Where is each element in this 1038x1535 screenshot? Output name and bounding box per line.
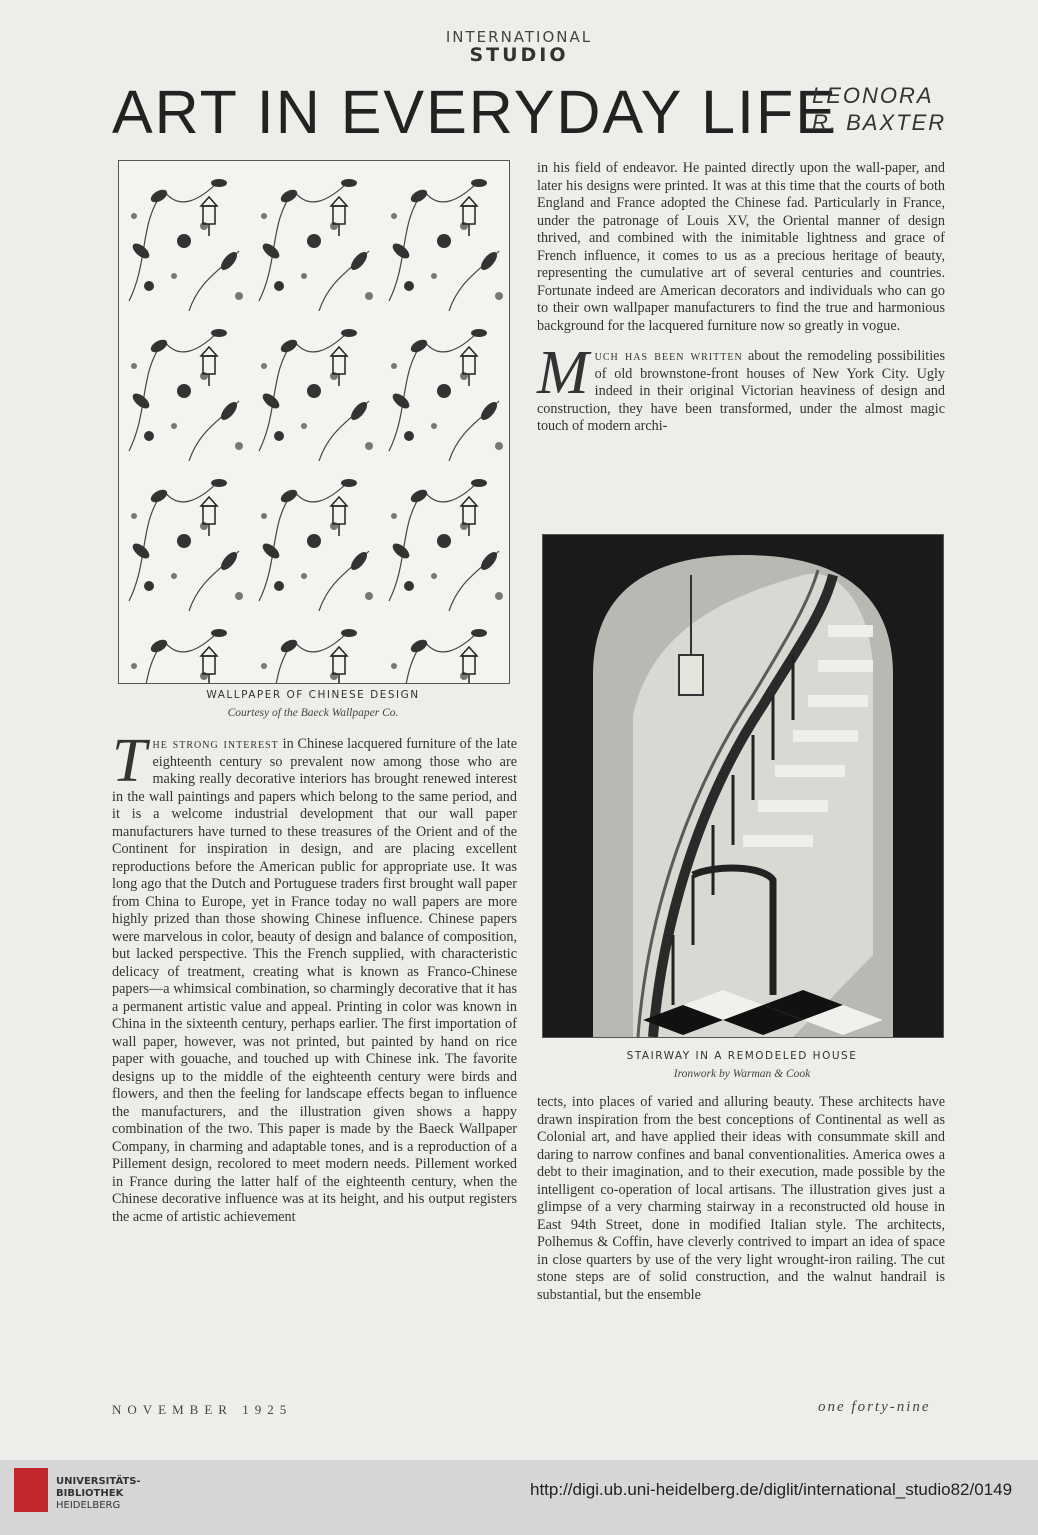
right-paragraph-3: tects, into places of varied and alluring beauty. These architects have drawn inspiration from the best conceptions of Continental as well as Colonial art, and have applied their ideas with consummate skill and daring to narrow confines and banal conventionalities. America owes a debt to their imagination, and to their execution, made possible by the intelligent co-operation of local artisans. The illustration gives just a glimpse of a very charming stairway in a reconstructed old house in East 94th Street, done in modified Italian style. The architects, Polhemus & Coffin, have cleverly contrived to impart an idea of space in close quarters by use of the very light wrought-iron railing. The cut stone steps are of solid construction, and the walnut handrail is substantial, but the ensemble: [537, 1094, 945, 1303]
stairway-photo-icon: [543, 535, 943, 1037]
library-name-line2: BIBLIOTHEK: [56, 1488, 124, 1499]
drop-cap-m: M: [537, 339, 589, 407]
issue-date: NOVEMBER 1925: [112, 1402, 293, 1417]
right-column-upper-text: [537, 160, 945, 510]
author-byline: [812, 82, 946, 136]
right-lead-in: uch has been written: [594, 348, 743, 364]
wallpaper-image: [118, 160, 510, 684]
right-column-lower-text: [537, 1094, 945, 1364]
drop-cap-t: T: [112, 727, 147, 795]
stairway-image: [542, 534, 944, 1038]
library-name-line1: UNIVERSITÄTS-: [56, 1476, 141, 1487]
left-lead-in: he strong interest: [152, 736, 279, 752]
figure2-caption: STAIRWAY IN A REMODELED HOUSE: [626, 1050, 858, 1062]
right-paragraph-1: in his field of endeavor. He painted directly upon the wall-paper, and later his designs were printed. It was at this time that the courts of both England and France adopted the Chinese fad. Particularly in France, under the patronage of Louis XV, the Oriental manner of design thrived, and combined with the inimitable lightness and grace of French influence, it comes to us as a precious heritage of beauty, representing the cumulative art of several centuries and countries. Fortunate indeed are American decorators and individuals who can go to their own wallpaper manufacturers to find the true and harmonious background for the lacquered furniture now so greatly in vogue.: [537, 160, 945, 334]
author-first-name: LEONORA: [812, 83, 934, 108]
right-paragraph-2: [537, 339, 945, 436]
left-paragraph: [112, 727, 517, 1226]
author-last-name: R. BAXTER: [812, 110, 947, 135]
figure1-credit: Courtesy of the Baeck Wallpaper Co.: [227, 707, 399, 719]
figure2-credit: Ironwork by Warman & Cook: [673, 1068, 811, 1080]
page-number: one forty-nine: [818, 1399, 931, 1415]
library-name: [56, 1476, 141, 1512]
masthead-studio: STUDIO: [469, 44, 569, 66]
source-url[interactable]: http://digi.ub.uni-heidelberg.de/diglit/international_studio82/0149: [530, 1480, 1013, 1499]
library-name-line3: HEIDELBERG: [56, 1500, 121, 1511]
figure1-caption: WALLPAPER OF CHINESE DESIGN: [206, 689, 420, 701]
left-column-text: [112, 727, 517, 1356]
article-title: ART IN EVERYDAY LIFE: [112, 78, 838, 146]
left-body: in Chinese lacquered furniture of the late eighteenth century so prevalent now among those who are making really decorative interiors has brought renewed interest in the wall paintings and papers which belong to the same period, and it is a welcome industrial development that our wall paper manufacturers have turned to these treasures of the Orient and of the Continent for inspiration in design, and are placing excellent reproductions before the American public for appropriate use. It was long ago that the Dutch and Portuguese traders first brought wall paper from China to Europe, yet in France today no wall papers are more highly prized than those showing Chinese influence. Chinese papers were marvelous in color, beauty of design and balance of composition, but lacked perspective. This the French supplied, with characteristic delicacy of treatment, creating what is known as Franco-Chinese papers—a whimsical combination, so charmingly decorative that it has a permanent artistic value and appeal. Printing in color was known in China in the sixteenth century, perhaps earlier. The first importation of wall paper, however, was not printed, but painted by hand on rice paper with gouache, and touched up with Chinese ink. The favorite designs up to the middle of the eighteenth century were birds and flowers, and then the feeling for landscape effects began to influence the manufacturers, and the illustration given shows a happy combination of the two. This paper is made by the Baeck Wallpaper Company, in charming and adaptable tones, and is a reproduction of a Pillement design, recolored to meet modern needs. Pillement worked in France during the latter half of the eighteenth century, when the Chinese decorative influence was at its height, and his output registers the acme of artistic achievement: [112, 736, 517, 1225]
library-logo-icon: [14, 1468, 48, 1512]
masthead-international: INTERNATIONAL: [445, 28, 593, 46]
wallpaper-pattern-icon: [119, 161, 509, 683]
right-body-2: about the remodeling possibilities of old brownstone-front houses of New York City. Ugly indeed in their original Victorian heaviness of design and construction, they have been transformed, under the almost magic touch of modern archi-: [537, 348, 945, 434]
